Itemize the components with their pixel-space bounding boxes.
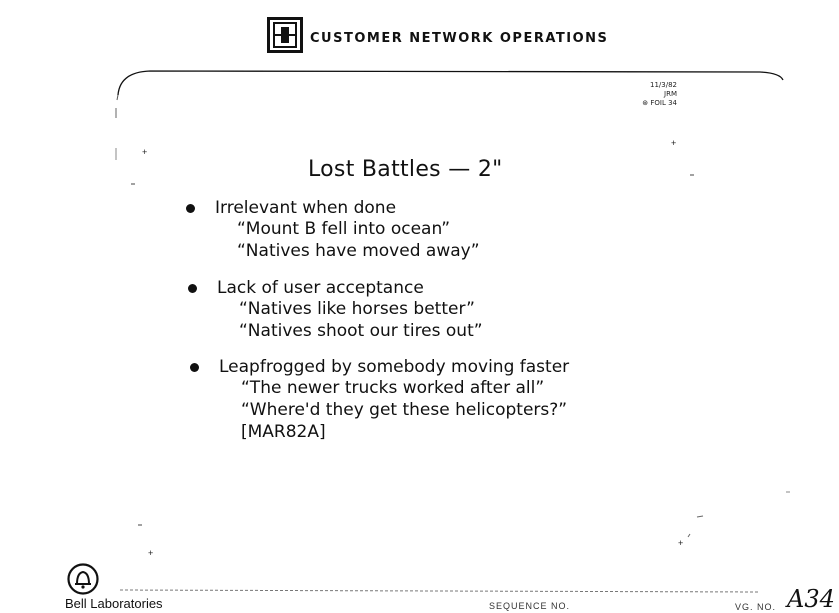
slide-metadata	[642, 81, 677, 108]
sequence-number-label: SEQUENCE NO.	[489, 601, 571, 611]
bullet-subitem: “Natives have moved away”	[237, 241, 480, 261]
svg-text:+: +	[148, 548, 154, 558]
bullet-group	[188, 278, 483, 342]
bullet-text: Lack of user acceptance	[217, 278, 424, 298]
bullet-group	[186, 198, 480, 262]
bullet-dot-icon	[188, 284, 197, 293]
bullet-subitem: “Mount B fell into ocean”	[237, 219, 451, 239]
meta-author: JRM	[664, 90, 677, 98]
bullet-text: Irrelevant when done	[215, 198, 397, 218]
bullet-dot-icon	[186, 204, 195, 213]
meta-date: 11/3/82	[650, 81, 677, 89]
meta-foil: ⊛ FOIL 34	[642, 99, 677, 107]
vg-number-handwritten: A34	[787, 585, 835, 613]
bullet-dot-icon	[190, 363, 199, 372]
meta-foil-number: FOIL 34	[650, 99, 677, 107]
bullet-item	[186, 198, 480, 218]
bullet-subitem: “Natives shoot our tires out”	[239, 321, 483, 341]
org-name: CUSTOMER NETWORK OPERATIONS	[310, 30, 609, 46]
slide-title: Lost Battles — 2"	[308, 157, 503, 182]
bullet-group	[190, 357, 569, 443]
svg-text:+: +	[678, 538, 684, 548]
bell-logo-icon	[67, 563, 99, 595]
footer-org: Bell Laboratories	[65, 596, 163, 611]
company-logo-icon	[267, 17, 303, 53]
header	[267, 17, 608, 53]
bullet-item	[190, 357, 569, 377]
svg-text:+: +	[671, 138, 677, 148]
vg-number-label: VG. NO.	[735, 602, 777, 612]
svg-text:+: +	[142, 147, 148, 157]
bullet-item	[188, 278, 483, 298]
bullet-subitem: [MAR82A]	[241, 422, 326, 442]
bullet-text: Leapfrogged by somebody moving faster	[219, 357, 570, 377]
bullet-subitem: “Where'd they get these helicopters?”	[241, 400, 568, 420]
bullet-subitem: “The newer trucks worked after all”	[241, 378, 545, 398]
bullet-subitem: “Natives like horses better”	[239, 299, 475, 319]
